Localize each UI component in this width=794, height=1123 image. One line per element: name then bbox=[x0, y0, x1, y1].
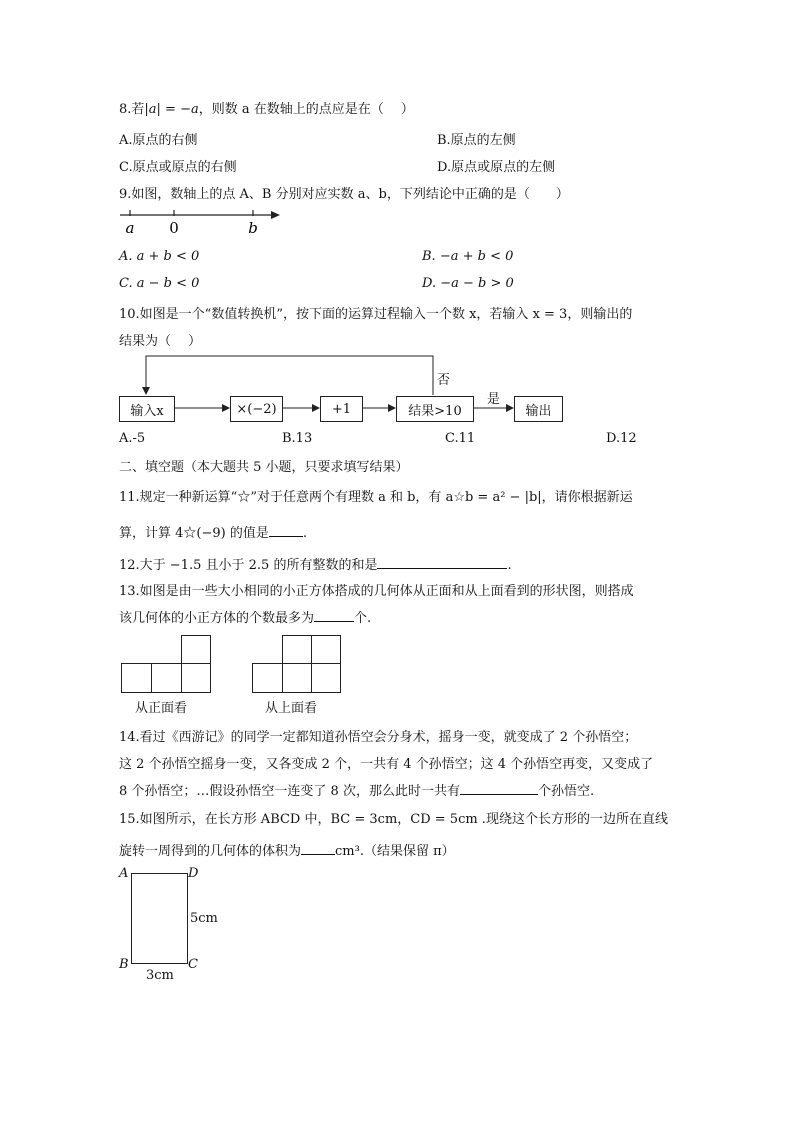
q14-line2: 这 2 个孙悟空摇身一变，又各变成 2 个，一共有 4 个孙悟空；这 4 个孙悟空再变，又变成了 bbox=[119, 757, 654, 772]
q13-answer-blank[interactable] bbox=[314, 609, 354, 622]
front-view-square bbox=[181, 663, 211, 693]
corner-d-label: D bbox=[188, 866, 199, 881]
corner-a-label: A bbox=[119, 866, 129, 881]
q11-line2 bbox=[119, 522, 307, 541]
axis-label-0: 0 bbox=[169, 219, 179, 237]
arrow-icon bbox=[506, 404, 514, 412]
q9-option-b[interactable]: B. −a + b < 0 bbox=[422, 249, 514, 264]
section-2-heading: 二、填空题（本大题共 5 小题，只要求填写结果） bbox=[119, 460, 409, 475]
q12-suffix: . bbox=[507, 558, 512, 573]
q8-option-c[interactable]: C.原点或原点的右侧 bbox=[119, 160, 237, 175]
q8-stem bbox=[119, 98, 414, 117]
q14-line3 bbox=[119, 780, 594, 799]
q8-abs-expression: |a| = −a bbox=[144, 102, 199, 117]
q11-line1: 11.规定一种新运算“☆”对于任意两个有理数 a 和 b，有 a☆b = a² − |b|，请你根据新运 bbox=[119, 490, 633, 505]
q8-option-a[interactable]: A.原点的右侧 bbox=[119, 133, 198, 148]
q9-stem: 9.如图，数轴上的点 A、B 分别对应实数 a、b，下列结论中正确的是（ ） bbox=[119, 187, 569, 202]
flow-output-box bbox=[514, 396, 563, 422]
q11-line2-suffix: . bbox=[302, 526, 307, 541]
q12-answer-blank[interactable] bbox=[377, 556, 507, 569]
q15-answer-blank[interactable] bbox=[301, 842, 335, 855]
flow-input-label: 输入x bbox=[130, 403, 164, 419]
front-view-square bbox=[181, 635, 211, 664]
flow-multiply-label: ×(−2) bbox=[236, 401, 277, 417]
corner-b-label: B bbox=[119, 957, 129, 972]
flow-yes-label: 是 bbox=[487, 392, 501, 407]
q13-line2 bbox=[119, 607, 371, 626]
flow-output-label: 输出 bbox=[525, 403, 552, 419]
axis-label-a: a bbox=[125, 219, 135, 237]
rectangle-abcd bbox=[131, 873, 188, 964]
q14-line3-prefix: 8 个孙悟空；…假设孙悟空一连变了 8 次，那么此时一共有 bbox=[119, 784, 460, 799]
q8-option-b[interactable]: B.原点的左侧 bbox=[437, 133, 516, 148]
q12-prefix: 12.大于 −1.5 且小于 2.5 的所有整数的和是 bbox=[119, 558, 378, 573]
top-view-square bbox=[311, 635, 341, 664]
top-view-square bbox=[311, 663, 341, 693]
q10-option-a[interactable]: A.-5 bbox=[119, 431, 146, 446]
q9-number-line bbox=[116, 203, 286, 239]
q8-stem-prefix: 8.若 bbox=[119, 102, 145, 117]
q13-line1: 13.如图是由一些大小相同的小正方体搭成的几何体从正面和从上面看到的形状图，则搭成 bbox=[119, 584, 634, 599]
q8-option-d[interactable]: D.原点或原点的左侧 bbox=[437, 160, 556, 175]
arrow-icon bbox=[388, 404, 396, 412]
q10-option-d[interactable]: D.12 bbox=[606, 431, 637, 446]
top-view-label: 从上面看 bbox=[265, 701, 318, 716]
front-view-square bbox=[151, 663, 182, 693]
arrow-icon bbox=[271, 211, 280, 219]
arrow-icon bbox=[312, 404, 320, 412]
q13-line2-suffix: 个. bbox=[354, 611, 372, 626]
top-view-square bbox=[282, 663, 312, 693]
arrow-icon bbox=[142, 387, 150, 395]
axis-label-b: b bbox=[248, 219, 258, 237]
q12-line bbox=[119, 554, 512, 573]
front-view-label: 从正面看 bbox=[135, 701, 188, 716]
arrow-icon bbox=[222, 404, 230, 412]
q10-option-c[interactable]: C.11 bbox=[445, 431, 476, 446]
q10-stem-line1: 10.如图是一个“数值转换机”，按下面的运算过程输入一个数 x，若输入 x = 3，则输出的 bbox=[119, 307, 633, 322]
front-view-square bbox=[121, 663, 152, 693]
q11-line2-prefix: 算，计算 4☆(−9) 的值是 bbox=[119, 526, 269, 541]
flow-check-label: 结果>10 bbox=[408, 403, 462, 419]
top-view-square bbox=[282, 635, 312, 664]
q14-line1: 14.看过《西游记》的同学一定都知道孙悟空会分身术，摇身一变，就变成了 2 个孙悟空； bbox=[119, 730, 638, 745]
q13-line2-prefix: 该几何体的小正方体的个数最多为 bbox=[119, 611, 315, 626]
corner-c-label: C bbox=[188, 957, 198, 972]
q10-option-b[interactable]: B.13 bbox=[282, 431, 313, 446]
q15-line2-prefix: 旋转一周得到的几何体的体积为 bbox=[119, 844, 302, 859]
q14-line3-suffix: 个孙悟空. bbox=[537, 784, 595, 799]
q11-answer-blank[interactable] bbox=[269, 524, 303, 537]
q15-line2-suffix: cm³.（结果保留 π） bbox=[335, 844, 455, 859]
side-bc-label: 3cm bbox=[146, 968, 174, 983]
flow-input-box bbox=[119, 396, 175, 422]
q9-option-d[interactable]: D. −a − b > 0 bbox=[422, 276, 514, 291]
flow-check-box bbox=[396, 396, 474, 422]
q14-answer-blank[interactable] bbox=[460, 782, 538, 795]
flow-multiply-box bbox=[230, 396, 283, 422]
flow-add-label: +1 bbox=[331, 401, 352, 417]
q15-line1: 15.如图所示，在长方形 ABCD 中，BC = 3cm，CD = 5cm .现绕这个长方形的一边所在直线 bbox=[119, 812, 668, 827]
q9-option-a[interactable]: A. a + b < 0 bbox=[119, 249, 200, 264]
q15-line2 bbox=[119, 840, 455, 859]
q9-option-c[interactable]: C. a − b < 0 bbox=[119, 276, 200, 291]
side-cd-label: 5cm bbox=[190, 911, 218, 926]
flow-add-box bbox=[320, 396, 363, 422]
flow-no-label: 否 bbox=[437, 373, 451, 388]
q8-stem-suffix: ，则数 a 在数轴上的点应是在（ ） bbox=[198, 102, 414, 117]
top-view-square bbox=[252, 663, 283, 693]
q10-stem-line2: 结果为（ ） bbox=[119, 334, 202, 349]
